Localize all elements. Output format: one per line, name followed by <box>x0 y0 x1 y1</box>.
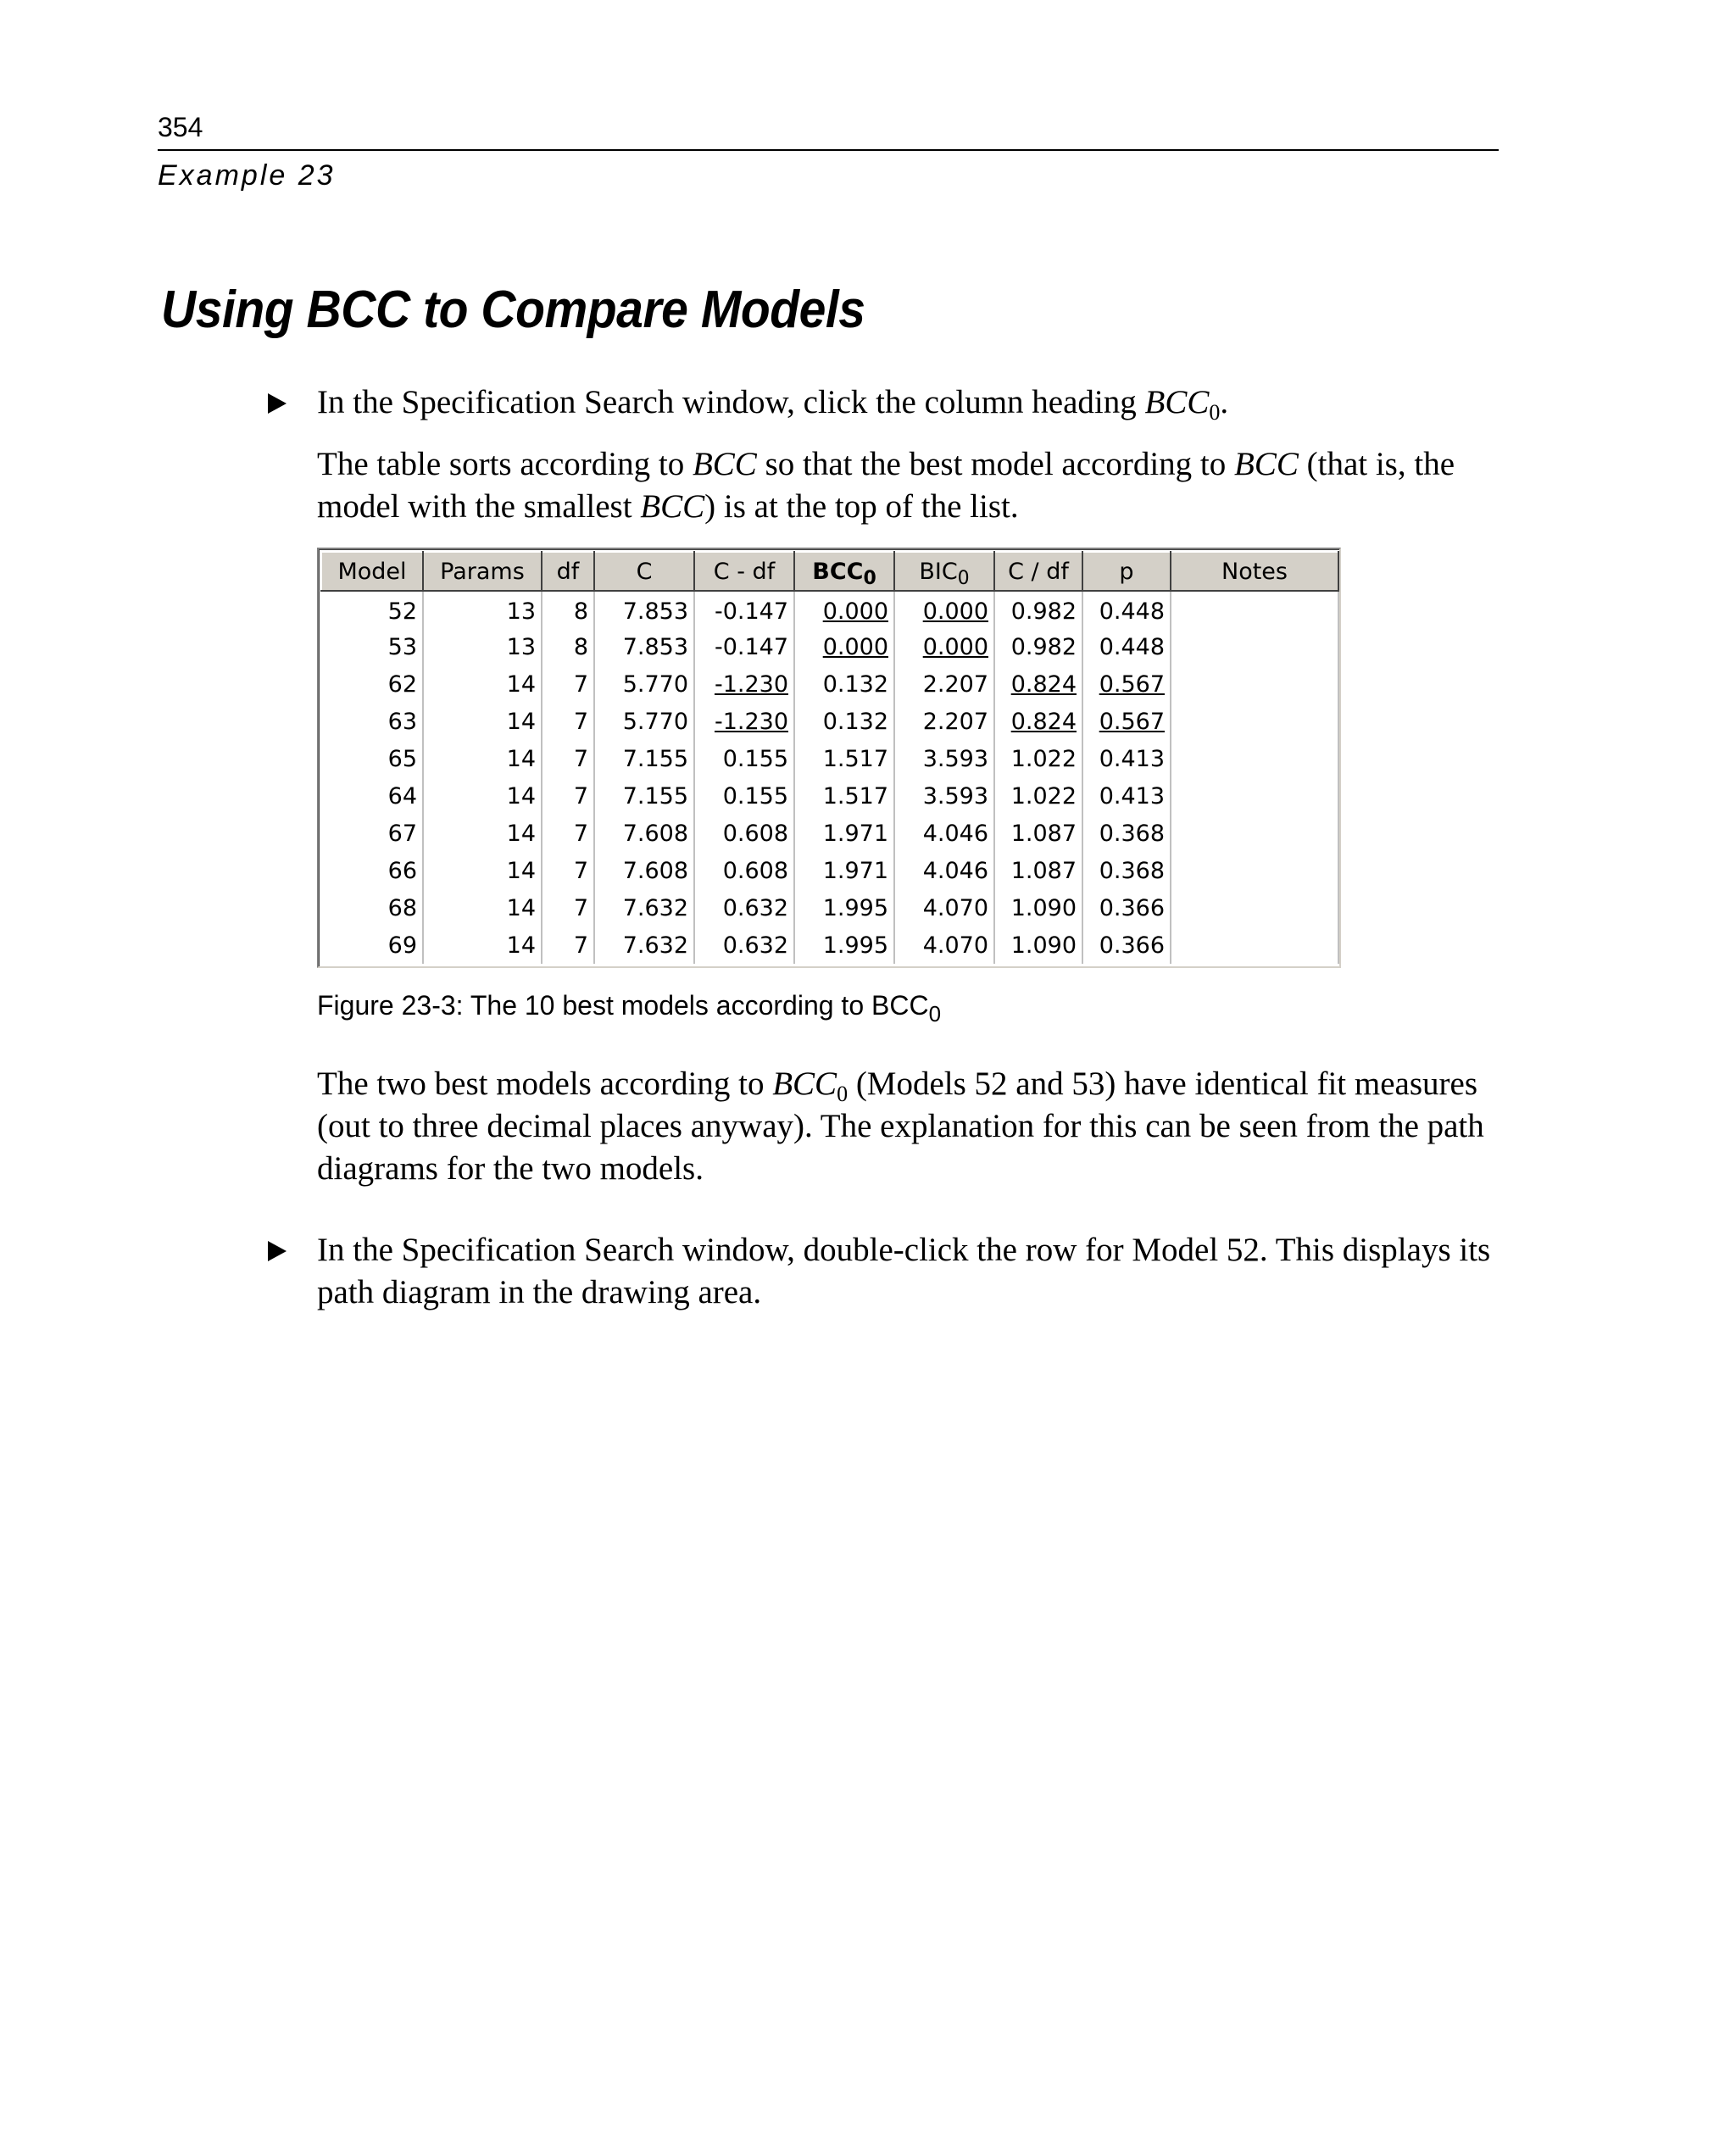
cell-df: 7 <box>542 889 594 926</box>
cell-params: 14 <box>423 665 542 703</box>
table-row[interactable] <box>321 703 1338 740</box>
cell-params: 14 <box>423 740 542 777</box>
cell-notes <box>1171 628 1338 665</box>
cell-c-minus-df: 0.155 <box>694 740 794 777</box>
cell-notes <box>1171 703 1338 740</box>
cell-model: 52 <box>321 591 423 628</box>
column-header-c-over-df[interactable]: C / df <box>994 552 1082 591</box>
cell-p: 0.366 <box>1082 889 1171 926</box>
cell-notes <box>1171 591 1338 628</box>
cell-params: 14 <box>423 777 542 815</box>
cell-bcc0: 1.995 <box>794 926 894 964</box>
cell-df: 7 <box>542 665 594 703</box>
cell-c-over-df: 1.022 <box>994 777 1082 815</box>
cell-bic0: 2.207 <box>894 665 994 703</box>
cell-c-over-df: 1.087 <box>994 852 1082 889</box>
column-header-bcc0[interactable]: $BCC_0$ <box>794 552 894 591</box>
bullet-arrow-icon <box>268 1241 287 1261</box>
cell-df: 7 <box>542 777 594 815</box>
cell-c: 7.853 <box>594 628 694 665</box>
table-row[interactable] <box>321 777 1338 815</box>
cell-p: 0.366 <box>1082 926 1171 964</box>
cell-model: 67 <box>321 815 423 852</box>
cell-notes <box>1171 815 1338 852</box>
cell-p: 0.567 <box>1082 665 1171 703</box>
cell-model: 66 <box>321 852 423 889</box>
cell-notes <box>1171 777 1338 815</box>
cell-params: 14 <box>423 815 542 852</box>
cell-model: 68 <box>321 889 423 926</box>
section-title: Using BCC to Compare Models <box>161 281 865 339</box>
cell-df: 7 <box>542 926 594 964</box>
column-header-p[interactable]: p <box>1082 552 1171 591</box>
cell-p: 0.448 <box>1082 628 1171 665</box>
cell-bcc0: 1.995 <box>794 889 894 926</box>
column-header-notes[interactable]: Notes <box>1171 552 1338 591</box>
column-header-df[interactable]: df <box>542 552 594 591</box>
cell-notes <box>1171 889 1338 926</box>
cell-bic0: 2.207 <box>894 703 994 740</box>
cell-p: 0.448 <box>1082 591 1171 628</box>
table-header-row <box>321 552 1338 591</box>
column-header-c[interactable]: C <box>594 552 694 591</box>
cell-c: 7.155 <box>594 777 694 815</box>
step-instruction-2: In the Specification Search window, double-click the row for Model 52. This displays its path diagram in the drawing area. <box>317 1232 1491 1310</box>
column-header-c-minus-df[interactable]: C - df <box>694 552 794 591</box>
cell-bic0: 3.593 <box>894 740 994 777</box>
cell-c-minus-df: -0.147 <box>694 628 794 665</box>
table-row[interactable] <box>321 591 1338 628</box>
cell-bcc0: 0.132 <box>794 665 894 703</box>
cell-df: 8 <box>542 628 594 665</box>
specification-search-table <box>317 548 1341 968</box>
cell-params: 14 <box>423 703 542 740</box>
cell-bic0: 4.070 <box>894 889 994 926</box>
cell-params: 13 <box>423 591 542 628</box>
cell-df: 7 <box>542 740 594 777</box>
cell-c-over-df: 1.022 <box>994 740 1082 777</box>
cell-p: 0.567 <box>1082 703 1171 740</box>
cell-model: 65 <box>321 740 423 777</box>
cell-c: 7.632 <box>594 926 694 964</box>
cell-p: 0.368 <box>1082 852 1171 889</box>
cell-c: 5.770 <box>594 665 694 703</box>
cell-c: 5.770 <box>594 703 694 740</box>
cell-c-over-df: 0.824 <box>994 703 1082 740</box>
cell-c-over-df: 1.090 <box>994 926 1082 964</box>
cell-df: 7 <box>542 852 594 889</box>
cell-c-over-df: 0.982 <box>994 591 1082 628</box>
cell-params: 14 <box>423 889 542 926</box>
cell-model: 62 <box>321 665 423 703</box>
cell-bic0: 4.046 <box>894 852 994 889</box>
step-instruction-1: In the Specification Search window, click the column heading $BCC_0$. <box>317 384 1229 425</box>
cell-c: 7.155 <box>594 740 694 777</box>
figure-caption: Figure 23-3: The 10 best models according to $BCC_0$ <box>317 990 942 1027</box>
table-row[interactable] <box>321 740 1338 777</box>
cell-df: 7 <box>542 815 594 852</box>
column-header-model[interactable]: Model <box>321 552 423 591</box>
cell-c-minus-df: -1.230 <box>694 665 794 703</box>
cell-c-minus-df: -1.230 <box>694 703 794 740</box>
cell-p: 0.413 <box>1082 777 1171 815</box>
cell-bcc0: 1.517 <box>794 740 894 777</box>
cell-bic0: 4.070 <box>894 926 994 964</box>
page-number: 354 <box>158 112 203 142</box>
cell-notes <box>1171 740 1338 777</box>
cell-params: 14 <box>423 852 542 889</box>
paragraph-explanation: The two best models according to $BCC_0$ (Models 52 and 53) have identical fit measures (out to three decimal places anyway). The explanation for this can be seen from the path diagrams for the two models. <box>317 1066 1484 1187</box>
cell-bic0: 0.000 <box>894 591 994 628</box>
cell-bcc0: 0.132 <box>794 703 894 740</box>
cell-df: 7 <box>542 703 594 740</box>
cell-notes <box>1171 926 1338 964</box>
results-table <box>320 551 1339 964</box>
header-rule <box>158 149 1499 151</box>
cell-c-minus-df: -0.147 <box>694 591 794 628</box>
running-head: Example 23 <box>158 159 336 192</box>
cell-c-minus-df: 0.155 <box>694 777 794 815</box>
paragraph-table-sort: The table sorts according to BCC so that the best model according to BCC (that is, the model with the smallest BCC) is at the top of the list. <box>317 446 1455 525</box>
cell-c-minus-df: 0.632 <box>694 926 794 964</box>
column-header-params[interactable]: Params <box>423 552 542 591</box>
cell-bic0: 4.046 <box>894 815 994 852</box>
cell-c-over-df: 1.090 <box>994 889 1082 926</box>
cell-model: 64 <box>321 777 423 815</box>
cell-c: 7.632 <box>594 889 694 926</box>
cell-bcc0: 1.971 <box>794 852 894 889</box>
cell-bic0: 3.593 <box>894 777 994 815</box>
table-row[interactable] <box>321 852 1338 889</box>
cell-bic0: 0.000 <box>894 628 994 665</box>
table-row[interactable] <box>321 815 1338 852</box>
cell-c-over-df: 0.824 <box>994 665 1082 703</box>
cell-notes <box>1171 665 1338 703</box>
cell-bcc0: 0.000 <box>794 591 894 628</box>
cell-model: 69 <box>321 926 423 964</box>
cell-bcc0: 0.000 <box>794 628 894 665</box>
cell-bcc0: 1.971 <box>794 815 894 852</box>
cell-params: 13 <box>423 628 542 665</box>
bullet-arrow-icon <box>268 393 287 414</box>
cell-c-minus-df: 0.608 <box>694 815 794 852</box>
cell-model: 53 <box>321 628 423 665</box>
cell-p: 0.368 <box>1082 815 1171 852</box>
cell-notes <box>1171 852 1338 889</box>
cell-df: 8 <box>542 591 594 628</box>
cell-c: 7.853 <box>594 591 694 628</box>
cell-params: 14 <box>423 926 542 964</box>
cell-c: 7.608 <box>594 815 694 852</box>
cell-c-minus-df: 0.608 <box>694 852 794 889</box>
table-row[interactable] <box>321 889 1338 926</box>
table-row[interactable] <box>321 628 1338 665</box>
cell-c-over-df: 1.087 <box>994 815 1082 852</box>
cell-bcc0: 1.517 <box>794 777 894 815</box>
cell-c-over-df: 0.982 <box>994 628 1082 665</box>
cell-c-minus-df: 0.632 <box>694 889 794 926</box>
cell-c: 7.608 <box>594 852 694 889</box>
cell-p: 0.413 <box>1082 740 1171 777</box>
cell-model: 63 <box>321 703 423 740</box>
table-row[interactable] <box>321 665 1338 703</box>
column-header-bic0[interactable]: $BIC_0$ <box>894 552 994 591</box>
table-row[interactable] <box>321 926 1338 964</box>
